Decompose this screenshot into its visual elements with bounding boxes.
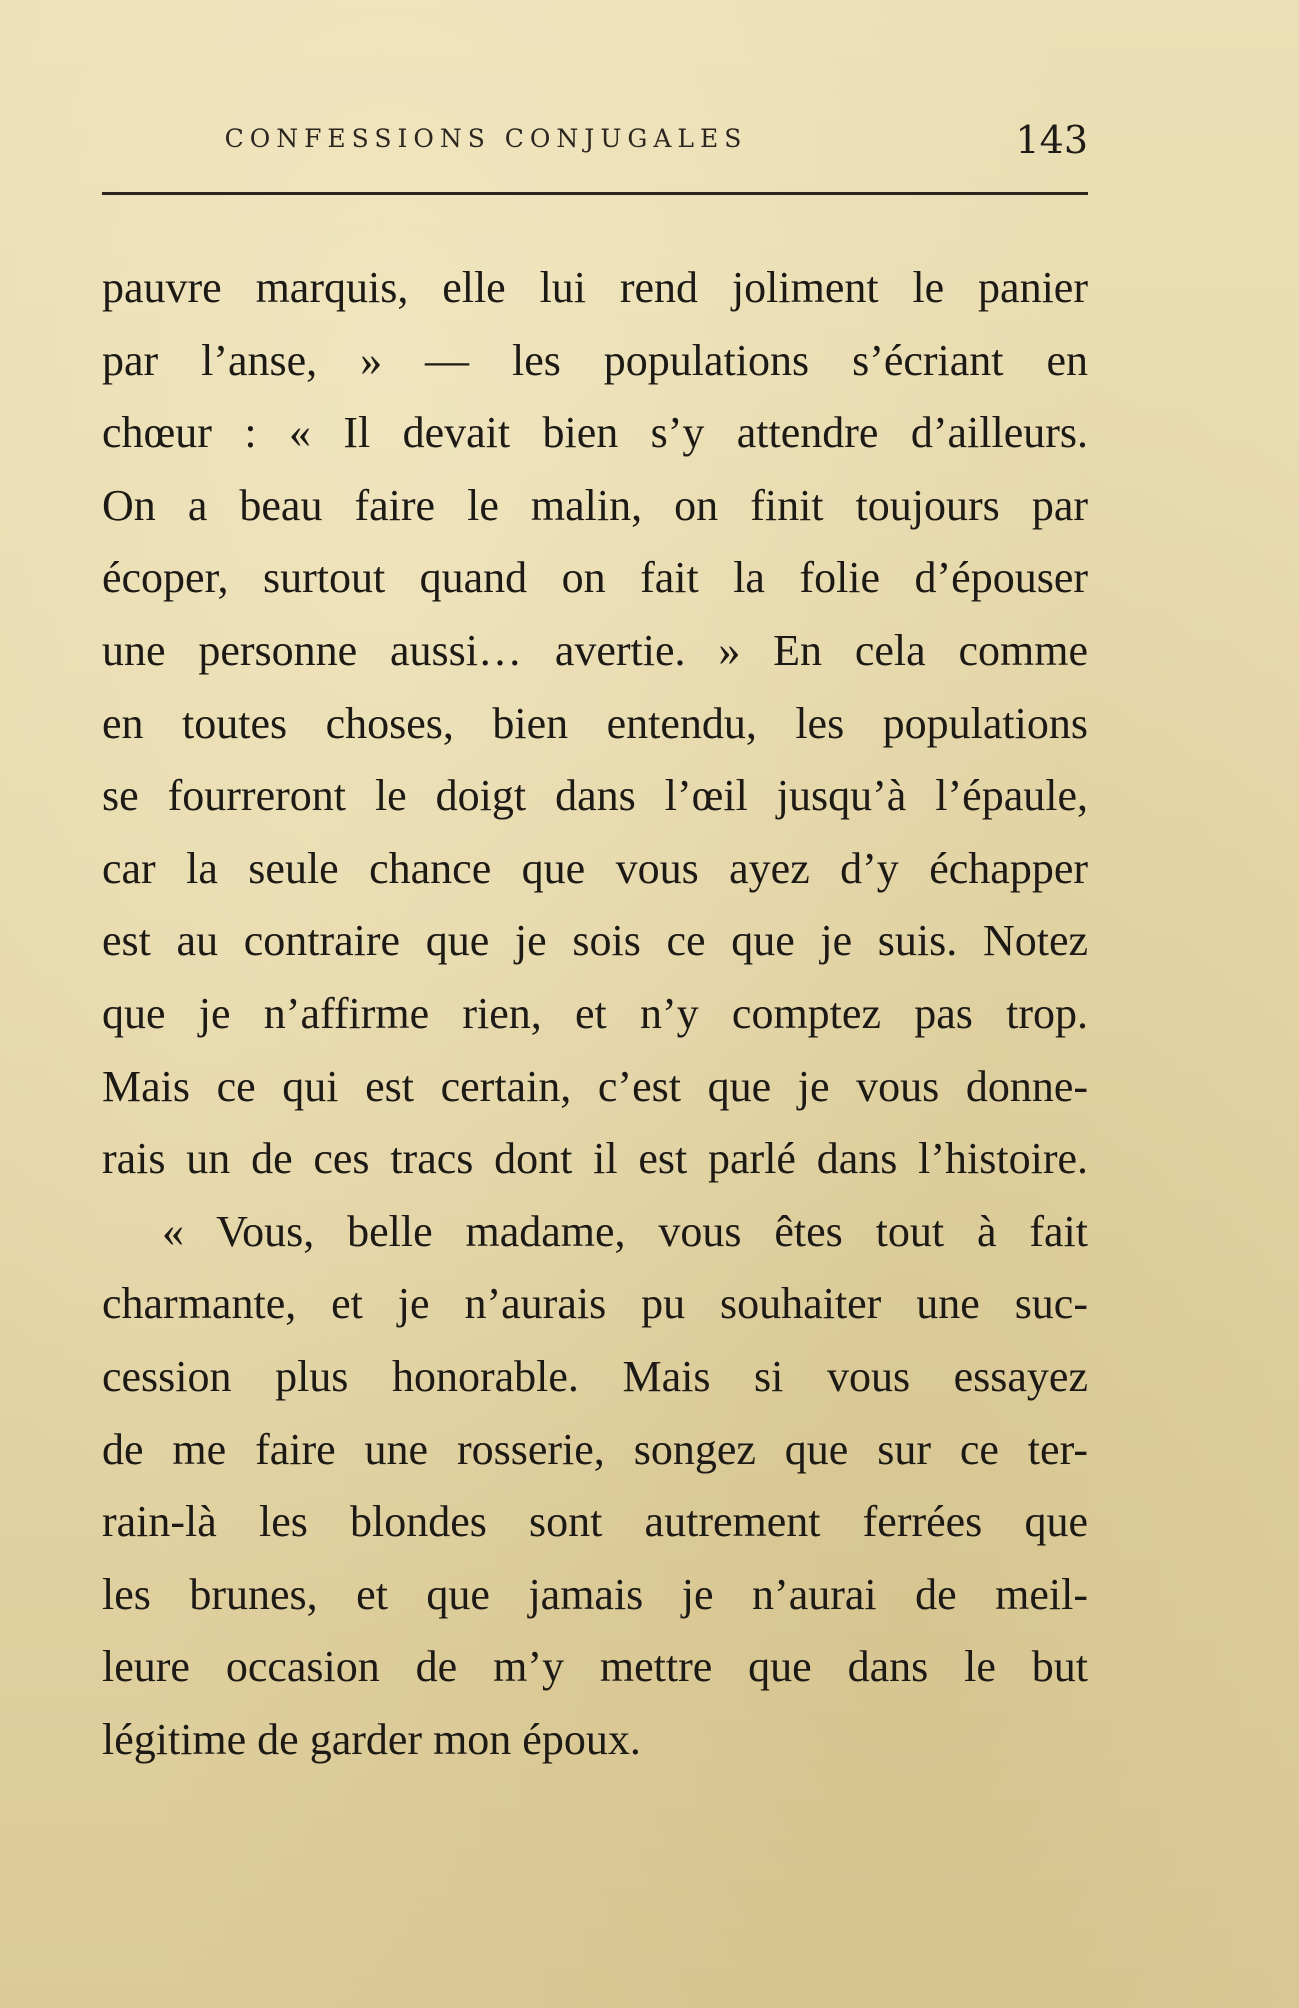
- page-number: 143: [1015, 118, 1088, 162]
- text-line: de me faire une rosserie, songez que sur ce ter-: [102, 1424, 1088, 1474]
- text-line: leure occasion de m’y mettre que dans le but: [102, 1642, 1088, 1692]
- paragraph-last-line: légitime de garder mon époux.: [102, 1714, 641, 1764]
- text-line: écoper, surtout quand on fait la folie d’épouser: [102, 553, 1088, 603]
- text-line: se fourreront le doigt dans l’œil jusqu’à l’épaule,: [102, 771, 1088, 821]
- text-line: charmante, et je n’aurais pu souhaiter une suc-: [102, 1279, 1088, 1329]
- header-rule: [102, 192, 1088, 195]
- text-line: les brunes, et que jamais je n’aurai de meil-: [102, 1569, 1088, 1619]
- text-line: rais un de ces tracs dont il est parlé dans l’histoire.: [102, 1134, 1088, 1184]
- text-line: que je n’affirme rien, et n’y comptez pas trop.: [102, 988, 1088, 1038]
- text-line: par l’anse, » — les populations s’écriant en: [102, 335, 1088, 385]
- text-line: cession plus honorable. Mais si vous essayez: [102, 1351, 1088, 1401]
- running-head: [102, 118, 1088, 164]
- text-line: pauvre marquis, elle lui rend joliment le panier: [102, 263, 1088, 312]
- text-line: chœur : « Il devait bien s’y attendre d’ailleurs.: [102, 408, 1088, 458]
- text-line: rain-là les blondes sont autrement ferrées que: [102, 1497, 1088, 1547]
- running-title: CONFESSIONS CONJUGALES: [224, 124, 748, 153]
- text-line: est au contraire que je sois ce que je suis. Notez: [102, 916, 1088, 966]
- body-text: [102, 252, 1088, 1776]
- paragraph-first-line: « Vous, belle madame, vous êtes tout à fait: [162, 1206, 1088, 1256]
- text-line: car la seule chance que vous ayez d’y échapper: [102, 843, 1088, 893]
- text-line: une personne aussi… avertie. » En cela comme: [102, 625, 1088, 675]
- text-line: On a beau faire le malin, on finit toujours par: [102, 480, 1088, 530]
- text-line: Mais ce qui est certain, c’est que je vous donne-: [102, 1061, 1088, 1111]
- text-line: en toutes choses, bien entendu, les populations: [102, 698, 1088, 748]
